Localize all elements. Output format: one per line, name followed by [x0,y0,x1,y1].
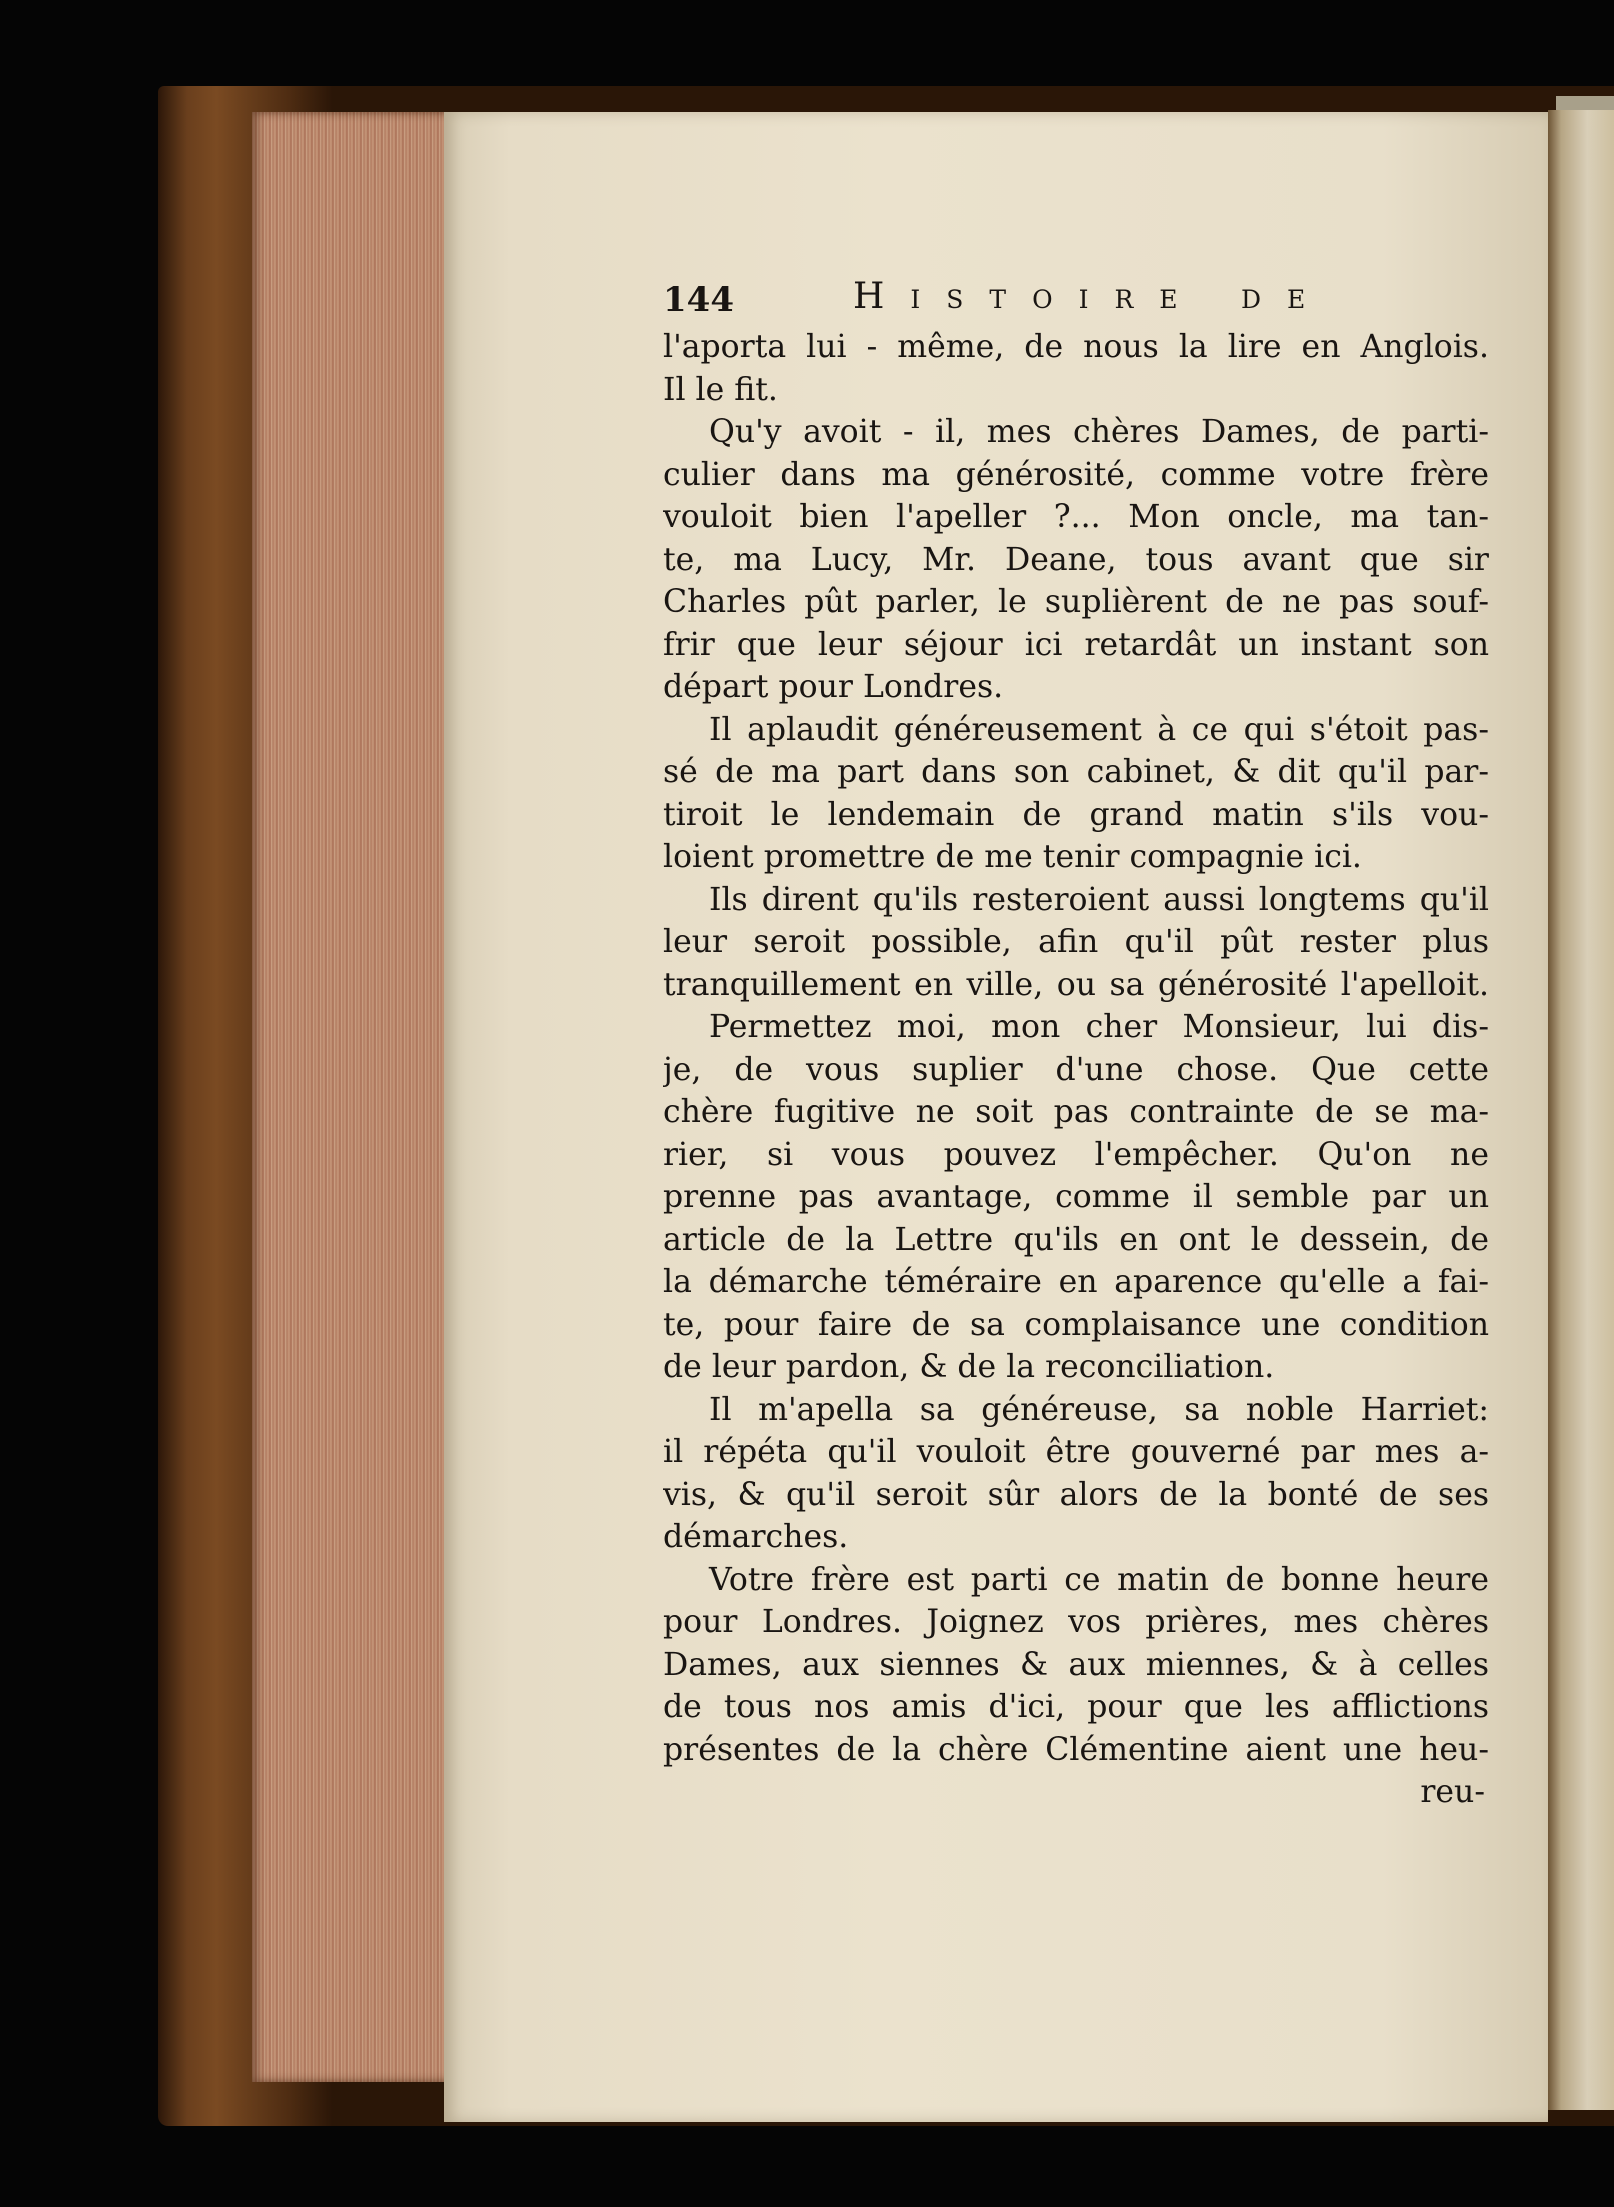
catchword: reu- [1420,1774,1485,1810]
text-line: il répéta qu'il vouloit être gouverné par mes a- [663,1434,1489,1470]
text-line: chère fugitive ne soit pas contrainte de se ma- [663,1094,1489,1130]
page-header [663,268,1489,326]
text-line: Permettez moi, mon cher Monsieur, lui dis- [709,1009,1489,1045]
text-line: article de la Lettre qu'ils en ont le dessein, de [663,1221,1489,1258]
text-line: leur seroit possible, afin qu'il pût rester plus [663,924,1489,960]
text-line: de tous nos amis d'ici, pour que les afflictions [663,1689,1489,1725]
text-line: pour Londres. Joignez vos prières, mes chères [663,1604,1489,1640]
text-line: vouloit bien l'apeller ?... Mon oncle, ma tan- [663,499,1489,535]
text-line: prenne pas avantage, comme il semble par un [663,1179,1489,1215]
text-line: Qu'y avoit - il, mes chères Dames, de parti- [709,414,1489,450]
text-line: Dames, aux siennes & aux miennes, & à celles [663,1646,1489,1683]
text-line: tiroit le lendemain de grand matin s'ils vou- [663,796,1489,833]
page-text [663,268,1489,1814]
text-line: Il le fit. [663,371,778,408]
text-line: démarches. [663,1519,849,1555]
text-line: tranquillement en ville, ou sa générosité l'apelloit. [663,966,1489,1003]
text-line: Charles pût parler, le suplièrent de ne pas souf- [663,584,1489,620]
text-line: culier dans ma générosité, comme votre frère [663,456,1489,493]
page-edges [252,112,464,2082]
text-line: vis, & qu'il seroit sûr alors de la bonté de ses [663,1476,1489,1513]
text-line: l'aporta lui - même, de nous la lire en Anglois. [663,329,1489,365]
text-line: présentes de la chère Clémentine aient une heu- [663,1731,1489,1768]
text-line: sé de ma part dans son cabinet, & dit qu'il par- [663,754,1489,790]
text-line: Votre frère est parti ce matin de bonne heure [709,1561,1489,1598]
text-line: te, ma Lucy, Mr. Deane, tous avant que sir [663,541,1489,578]
text-line: frir que leur séjour ici retardât un instant son [663,626,1489,663]
text-line: de leur pardon, & de la reconciliation. [663,1349,1275,1385]
text-line: rier, si vous pouvez l'empêcher. Qu'on ne [663,1136,1489,1173]
text-line: te, pour faire de sa complaisance une condition [663,1306,1489,1343]
text-line: Ils dirent qu'ils resteroient aussi longtems qu'il [709,881,1489,918]
running-head: Histoire de [853,276,1332,317]
facing-page [1548,110,1614,2110]
text-line: Il aplaudit généreusement à ce qui s'étoit pas- [709,711,1489,748]
text-line: Il m'apella sa généreuse, sa noble Harriet: [709,1391,1489,1428]
text-line: je, de vous suplier d'une chose. Que cette [663,1051,1489,1088]
text-line: départ pour Londres. [663,669,1004,705]
page-number: 144 [663,280,734,320]
text-line: la démarche téméraire en aparence qu'elle a fai- [663,1264,1489,1300]
text-line: loient promettre de me tenir compagnie ici. [663,839,1362,875]
